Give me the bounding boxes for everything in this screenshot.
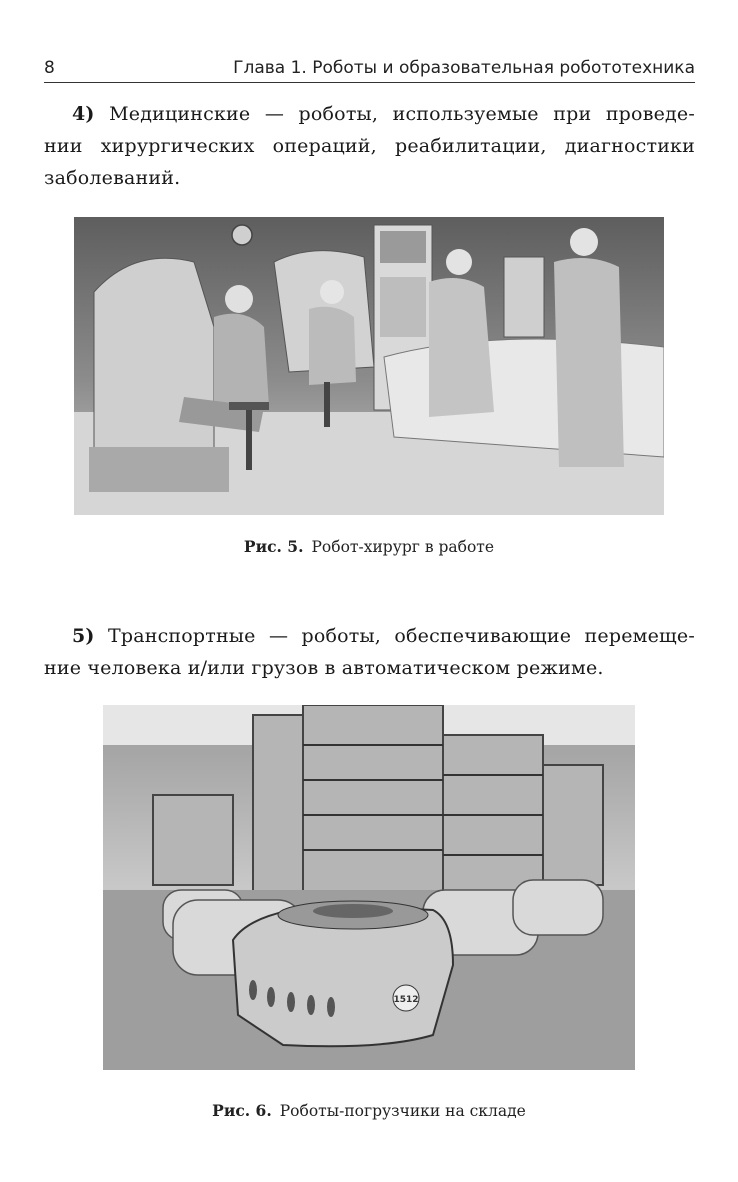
figure-5-caption-text: Робот-хирург в работе: [311, 538, 495, 556]
section-4-paragraph: [44, 98, 695, 194]
figure-5-image: [74, 217, 664, 515]
section-4-line-3: заболеваний.: [44, 167, 181, 189]
section-4-number: 4): [72, 103, 95, 125]
page-number: 8: [44, 58, 55, 78]
robot-number-label: 1512: [393, 995, 419, 1005]
section-5-line-1-text: Транспортные — роботы, обеспечивающие перемеще-: [107, 625, 695, 647]
figure-6-caption: [0, 1101, 738, 1120]
figure-6-image: [103, 705, 635, 1070]
page-header: [44, 56, 695, 83]
section-5-line-1: [44, 620, 695, 652]
section-5-number: 5): [72, 625, 95, 647]
surgical-robot-photo: [74, 217, 664, 515]
figure-5-caption: [0, 537, 738, 556]
section-4-line-2: нии хирургических операций, реабилитации, диагностики: [44, 135, 695, 157]
section-5-paragraph: [44, 620, 695, 684]
section-5-line-2: ние человека и/или грузов в автоматическом режиме.: [44, 657, 604, 679]
warehouse-robots-photo: [103, 705, 635, 1070]
figure-5-label: Рис. 5.: [243, 537, 304, 556]
running-title: Глава 1. Роботы и образовательная робототехника: [233, 58, 695, 78]
figure-6-caption-text: Роботы-погрузчики на складе: [279, 1102, 526, 1120]
figure-6-label: Рис. 6.: [212, 1101, 272, 1120]
section-4-line-1: [44, 98, 695, 130]
section-4-line-1-text: Медицинские — роботы, используемые при проведе-: [109, 103, 695, 125]
